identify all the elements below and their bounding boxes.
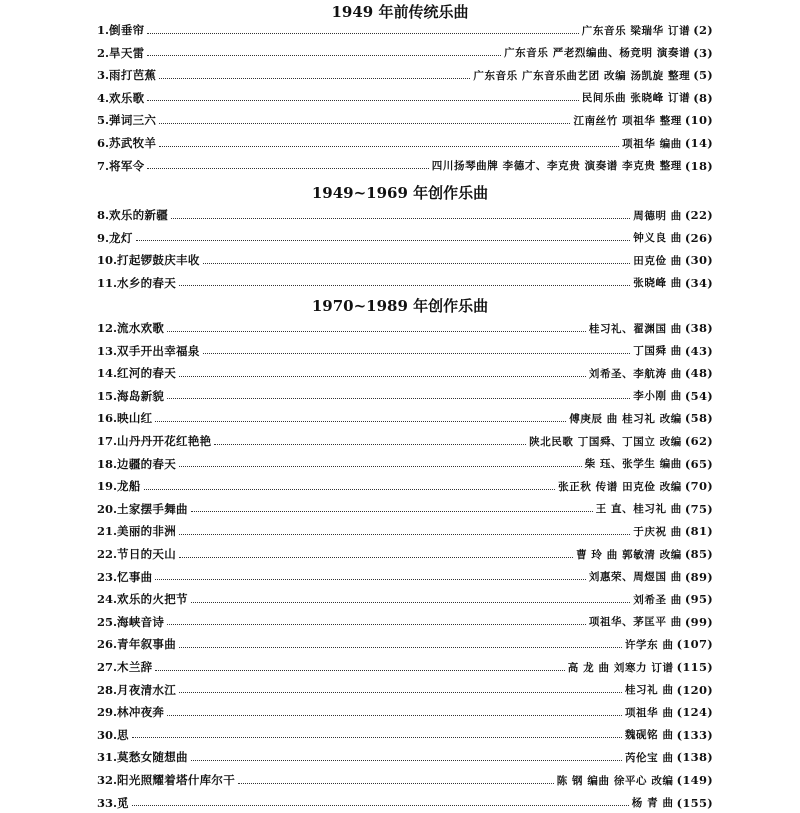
toc-entry[interactable] [97, 43, 713, 63]
entry-title: 边疆的春天 [117, 456, 177, 471]
dot-leader [203, 353, 631, 354]
dot-leader [147, 168, 428, 169]
entry-number: 29. [97, 705, 118, 720]
entry-page: (58) [684, 411, 713, 426]
entry-number: 14. [97, 366, 118, 381]
dot-leader [238, 783, 554, 784]
dot-leader [167, 398, 630, 399]
entry-page: (70) [684, 479, 713, 494]
entry-number: 8. [97, 208, 110, 222]
toc-entry[interactable] [97, 431, 713, 451]
entry-credit: 桂习礼、翟渊国 曲 [588, 322, 682, 335]
entry-title: 欢乐的新疆 [109, 208, 169, 222]
entry-credit: 芮伦宝 曲 [624, 751, 674, 764]
entry-number: 4. [97, 90, 110, 105]
dot-leader [167, 715, 622, 716]
entry-title: 打起锣鼓庆丰收 [117, 253, 200, 268]
entry-number: 24. [97, 592, 118, 607]
dot-leader [179, 692, 622, 693]
dot-leader [159, 146, 619, 147]
entry-title: 流水欢歌 [117, 321, 165, 335]
entry-title: 木兰辞 [117, 660, 153, 674]
dot-leader [171, 218, 630, 219]
toc-entry[interactable] [97, 20, 713, 40]
toc-entry[interactable] [97, 770, 713, 790]
entry-title: 忆事曲 [117, 569, 153, 584]
entry-title: 莫愁女随想曲 [117, 750, 188, 765]
toc-entry[interactable] [97, 273, 713, 293]
entry-title: 龙灯 [109, 230, 133, 245]
entry-page: (54) [684, 388, 713, 403]
entry-title: 海岛新貌 [117, 388, 165, 403]
entry-number: 26. [97, 637, 118, 652]
entry-title: 将军令 [109, 158, 145, 173]
entry-number: 2. [97, 45, 110, 60]
toc-entry[interactable] [97, 567, 713, 587]
dot-leader [191, 511, 593, 512]
entry-number: 10. [97, 253, 118, 268]
entry-number: 6. [97, 136, 110, 150]
toc-entry[interactable] [97, 205, 713, 225]
dot-leader [159, 78, 470, 79]
dot-leader [136, 240, 631, 241]
toc-entry[interactable] [97, 544, 713, 564]
entry-page: (89) [684, 569, 713, 584]
entry-credit: 江南丝竹 项祖华 整理 [573, 114, 682, 127]
entry-credit: 桂习礼 曲 [624, 684, 674, 697]
dot-leader [147, 33, 578, 34]
entry-credit: 傅庚辰 曲 桂习礼 改编 [569, 412, 682, 425]
entry-page: (107) [676, 637, 713, 652]
entry-page: (38) [684, 321, 713, 335]
toc-entry[interactable] [97, 657, 713, 677]
entry-number: 13. [97, 343, 118, 358]
entry-title: 雨打芭蕉 [109, 68, 157, 83]
entry-credit: 魏砚铭 曲 [624, 729, 674, 742]
entry-title: 觅 [117, 795, 129, 810]
entry-credit: 刘希圣、李航涛 曲 [588, 367, 682, 380]
entry-credit: 曹 玲 曲 郭敏清 改编 [576, 548, 682, 561]
entry-credit: 高 龙 曲 刘寒力 订谱 [567, 661, 674, 674]
entry-page: (14) [684, 136, 713, 150]
entry-page: (22) [684, 208, 713, 222]
entry-credit: 田克俭 曲 [633, 254, 682, 267]
toc-entry[interactable] [97, 702, 713, 722]
entry-page: (75) [684, 501, 713, 516]
toc-entry[interactable] [97, 133, 713, 153]
entry-page: (26) [684, 230, 713, 245]
toc-entry[interactable] [97, 386, 713, 406]
toc-entry[interactable] [97, 156, 713, 176]
entry-credit: 项祖华 曲 [624, 706, 674, 719]
toc-entry[interactable] [97, 589, 713, 609]
toc-entry[interactable] [97, 454, 713, 474]
toc-entry[interactable] [97, 680, 713, 700]
entry-page: (43) [684, 343, 713, 358]
entry-credit: 广东音乐 梁瑞华 订谱 [581, 24, 691, 37]
entry-title: 苏武牧羊 [109, 136, 157, 150]
dot-leader [203, 263, 631, 264]
entry-number: 21. [97, 524, 118, 539]
toc-entry[interactable] [97, 228, 713, 248]
dot-leader [132, 805, 629, 806]
entry-number: 12. [97, 321, 118, 335]
section-title: 1949~1969 年创作乐曲 [311, 184, 489, 202]
entry-title: 映山红 [117, 411, 153, 426]
entry-number: 25. [97, 614, 118, 629]
toc-entry[interactable] [97, 110, 713, 130]
entry-number: 11. [97, 275, 118, 290]
entry-number: 31. [97, 750, 118, 765]
entry-page: (30) [684, 253, 713, 268]
entry-credit: 周德明 曲 [633, 209, 682, 222]
entry-title: 山丹丹开花红艳艳 [117, 434, 212, 448]
entry-page: (3) [693, 45, 713, 60]
toc-entry[interactable] [97, 793, 713, 813]
entry-credit: 杨 青 曲 [631, 797, 674, 810]
entry-title: 美丽的非洲 [117, 524, 177, 539]
dot-leader [179, 376, 586, 377]
entry-page: (115) [676, 660, 713, 674]
toc-entry[interactable] [97, 88, 713, 108]
entry-page: (34) [684, 275, 713, 290]
toc-entry[interactable] [97, 250, 713, 270]
entry-page: (133) [676, 727, 713, 742]
entry-credit: 刘惠荣、周煜国 曲 [588, 571, 682, 584]
dot-leader [179, 285, 630, 286]
toc-entry[interactable] [97, 408, 713, 428]
entry-number: 23. [97, 569, 118, 584]
toc-entry[interactable] [97, 634, 713, 654]
dot-leader [179, 647, 622, 648]
toc-entry[interactable] [97, 612, 713, 632]
toc-entry[interactable] [97, 725, 713, 745]
entry-number: 19. [97, 479, 118, 494]
dot-leader [155, 579, 585, 580]
entry-number: 18. [97, 456, 118, 471]
entry-title: 青年叙事曲 [117, 637, 177, 652]
toc-entry[interactable] [97, 363, 713, 383]
entry-number: 1. [97, 23, 110, 37]
entry-title: 阳光照耀着塔什库尔干 [117, 773, 236, 787]
toc-entry[interactable] [97, 65, 713, 85]
entry-title: 水乡的春天 [117, 275, 177, 290]
section-title: 1949 年前传统乐曲 [331, 3, 469, 21]
dot-leader [132, 737, 622, 738]
entry-credit: 丁国舜 曲 [633, 345, 682, 358]
entry-number: 17. [97, 434, 118, 448]
entry-credit: 广东音乐 广东音乐曲艺团 改编 汤凯旋 整理 [473, 69, 691, 82]
dot-leader [159, 123, 570, 124]
entry-number: 15. [97, 388, 118, 403]
entry-credit: 许学东 曲 [624, 638, 674, 651]
entry-page: (2) [693, 23, 713, 37]
entry-title: 旱天雷 [109, 45, 145, 60]
dot-leader [167, 624, 586, 625]
entry-title: 林冲夜奔 [117, 705, 165, 720]
entry-number: 9. [97, 230, 110, 245]
toc-entry[interactable] [97, 476, 713, 496]
toc-entry[interactable] [97, 499, 713, 519]
entry-title: 土家摆手舞曲 [117, 501, 188, 516]
entry-page: (10) [684, 113, 713, 128]
entry-number: 32. [97, 773, 118, 787]
dot-leader [179, 466, 582, 467]
entry-number: 7. [97, 158, 110, 173]
entry-page: (85) [684, 547, 713, 561]
entry-credit: 张晓峰 曲 [633, 277, 682, 290]
entry-page: (149) [676, 773, 713, 787]
toc-entry[interactable] [97, 521, 713, 541]
entry-credit: 陈 钢 编曲 徐平心 改编 [556, 774, 674, 787]
dot-leader [167, 331, 586, 332]
entry-credit: 李小刚 曲 [633, 390, 682, 403]
entry-title: 双手开出幸福泉 [117, 343, 200, 358]
entry-number: 28. [97, 682, 118, 697]
entry-page: (65) [684, 456, 713, 471]
entry-title: 节日的天山 [117, 547, 177, 561]
entry-credit: 项祖华 编曲 [622, 137, 682, 150]
entry-page: (155) [676, 795, 713, 810]
entry-title: 思 [117, 727, 129, 742]
entry-credit: 王 直、桂习礼 曲 [595, 503, 682, 516]
entry-page: (95) [684, 592, 713, 607]
entry-credit: 陕北民歌 丁国舜、丁国立 改编 [529, 435, 682, 448]
entry-credit: 项祖华、茅匡平 曲 [588, 616, 682, 629]
entry-title: 弹词三六 [109, 113, 157, 128]
entry-title: 海峡音诗 [117, 614, 165, 629]
entry-credit: 刘希圣 曲 [633, 593, 682, 606]
entry-title: 倒垂帘 [109, 23, 145, 37]
entry-credit: 柴 珏、张学生 编曲 [584, 458, 682, 471]
entry-number: 5. [97, 113, 110, 128]
entry-number: 22. [97, 547, 118, 561]
entry-number: 30. [97, 727, 118, 742]
entry-title: 欢乐歌 [109, 90, 145, 105]
dot-leader [155, 421, 566, 422]
entry-page: (5) [693, 68, 713, 83]
entry-title: 龙船 [117, 479, 141, 494]
dot-leader [191, 602, 630, 603]
entry-credit: 于庆祝 曲 [633, 525, 682, 538]
entry-page: (81) [684, 524, 713, 539]
dot-leader [191, 760, 622, 761]
entry-number: 20. [97, 501, 118, 516]
toc-entry[interactable] [97, 341, 713, 361]
entry-page: (124) [676, 705, 713, 720]
dot-leader [144, 489, 556, 490]
entry-number: 27. [97, 660, 118, 674]
entry-credit: 四川扬琴曲牌 李德才、李克贵 演奏谱 李克贵 整理 [431, 160, 682, 173]
dot-leader [147, 100, 578, 101]
entry-page: (120) [676, 682, 713, 697]
entry-number: 3. [97, 68, 110, 83]
entry-page: (62) [684, 434, 713, 448]
toc-entry[interactable] [97, 747, 713, 767]
dot-leader [155, 670, 564, 671]
entry-page: (18) [684, 158, 713, 173]
entry-page: (8) [693, 90, 713, 105]
entry-page: (138) [676, 750, 713, 765]
entry-number: 16. [97, 411, 118, 426]
toc-entry[interactable] [97, 318, 713, 338]
entry-credit: 张正秋 传谱 田克俭 改编 [558, 480, 682, 493]
dot-leader [179, 557, 573, 558]
entry-title: 月夜清水江 [117, 682, 177, 697]
dot-leader [147, 55, 501, 56]
dot-leader [179, 534, 630, 535]
dot-leader [214, 444, 526, 445]
entry-title: 欢乐的火把节 [117, 592, 188, 607]
entry-credit: 钟义良 曲 [633, 232, 682, 245]
section-title: 1970~1989 年创作乐曲 [311, 297, 489, 315]
entry-page: (48) [684, 366, 713, 381]
entry-credit: 民间乐曲 张晓峰 订谱 [581, 92, 691, 105]
entry-page: (99) [684, 614, 713, 629]
entry-title: 红河的春天 [117, 366, 177, 381]
entry-number: 33. [97, 795, 118, 810]
entry-credit: 广东音乐 严老烈编曲、杨竞明 演奏谱 [504, 47, 691, 60]
